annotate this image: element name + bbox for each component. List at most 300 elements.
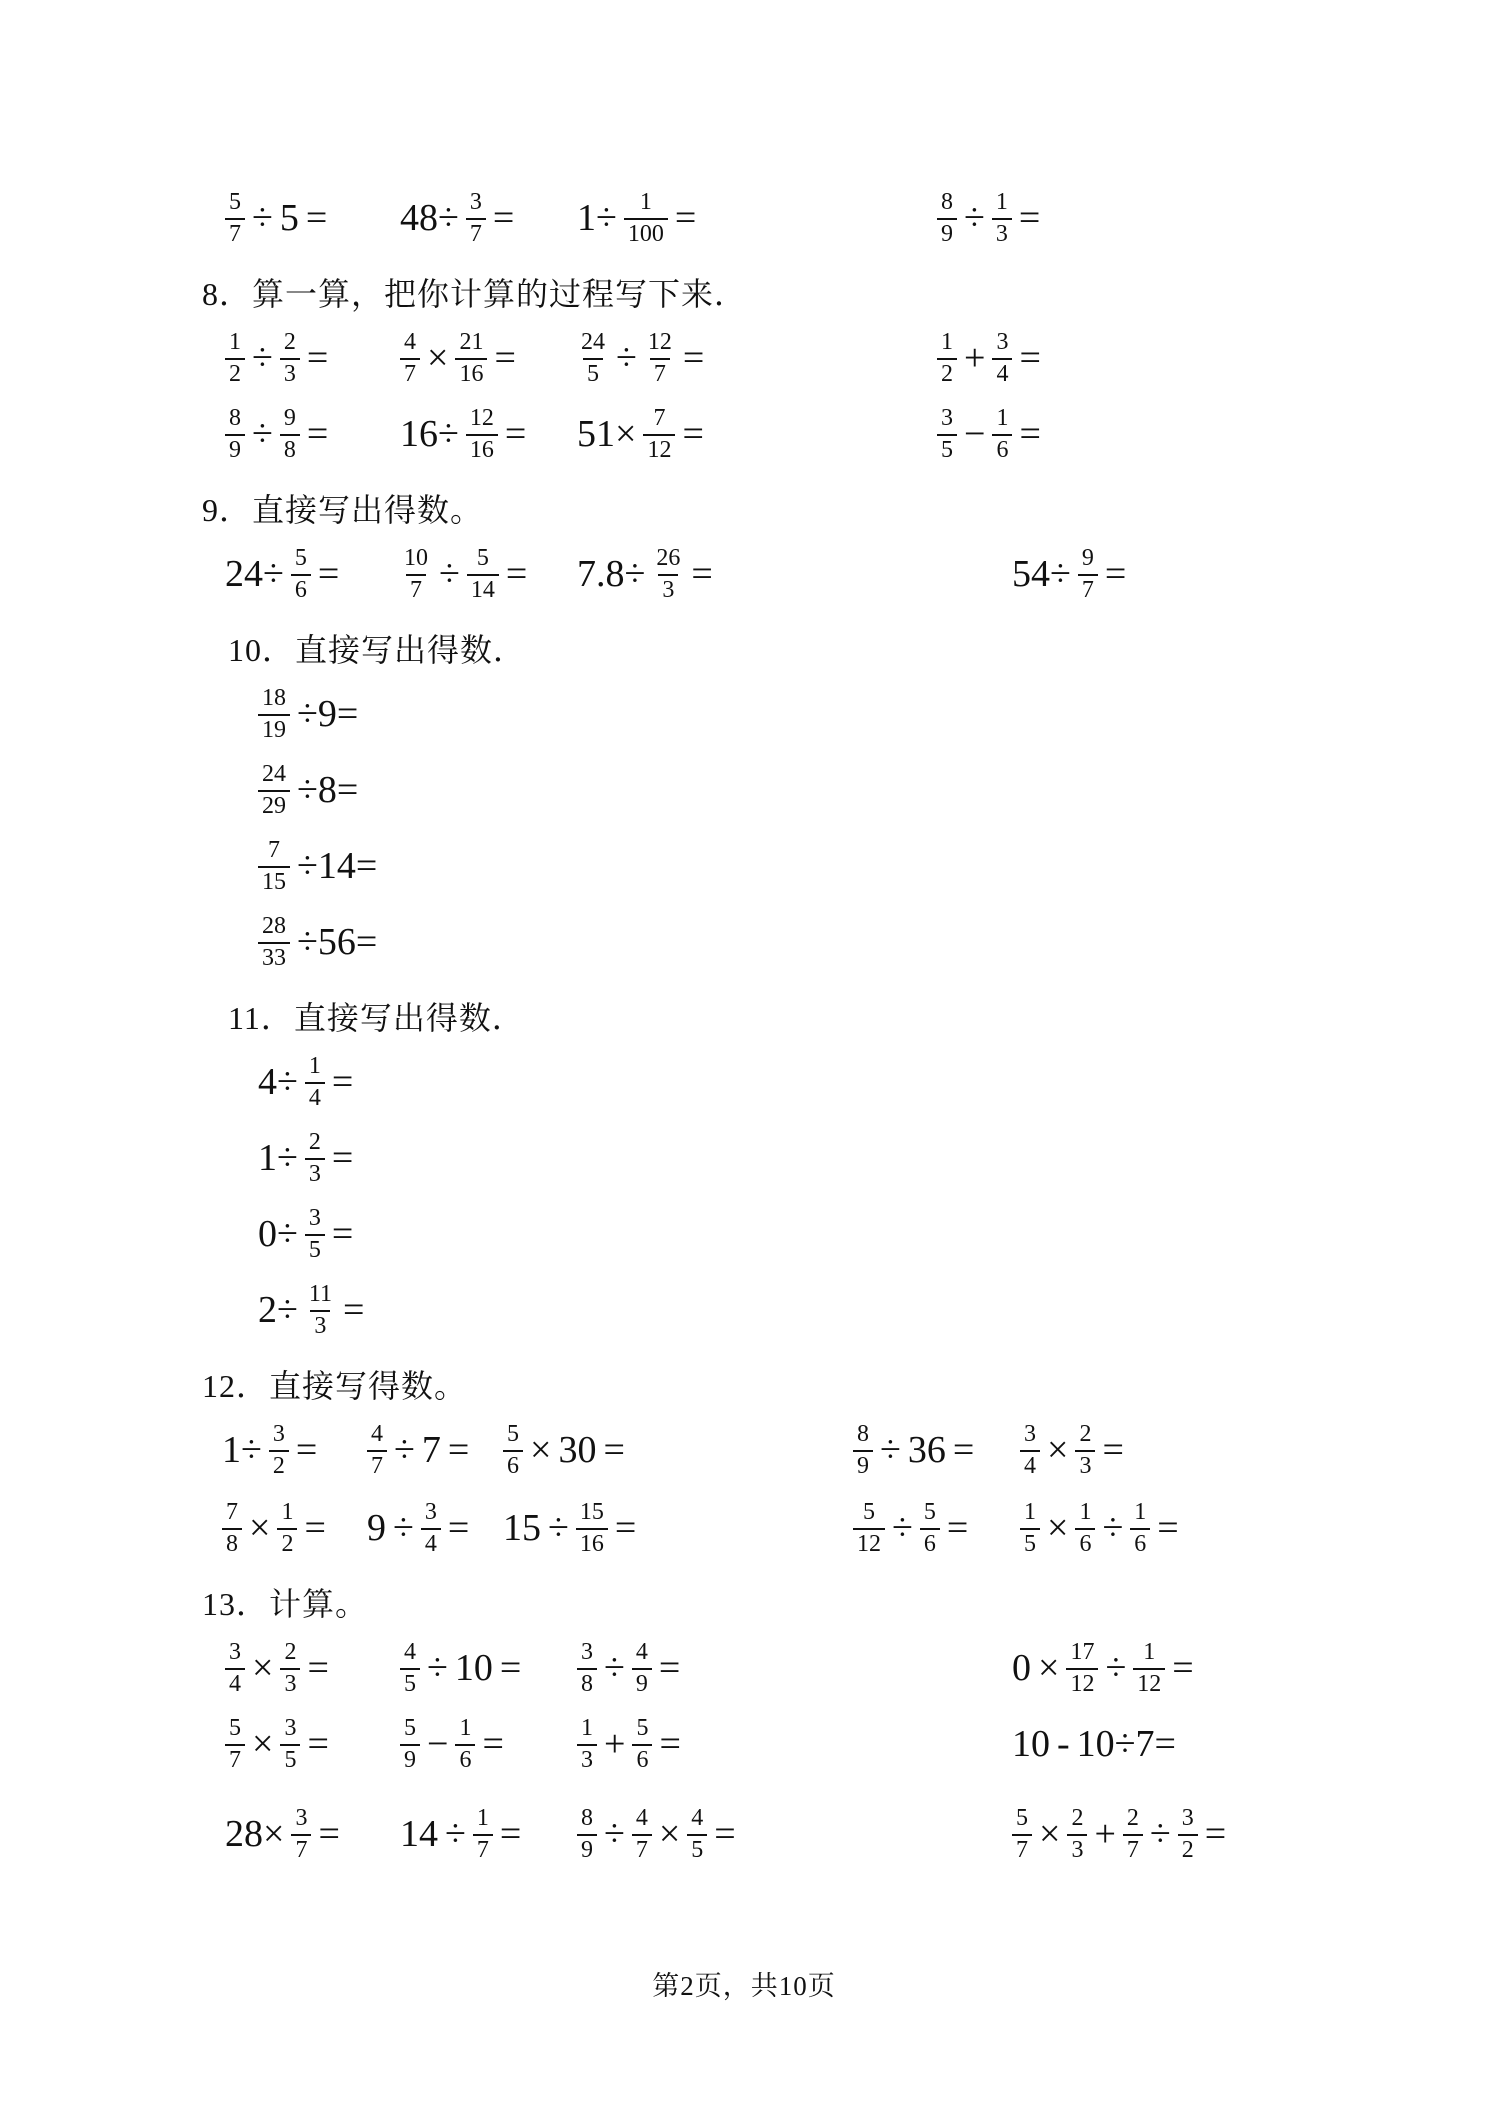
- expr-token: ÷: [445, 1813, 466, 1855]
- numerator: 1: [308, 1053, 321, 1080]
- denominator: 9: [225, 434, 245, 462]
- expr-token: 51×: [577, 413, 637, 455]
- denominator: 4: [992, 358, 1012, 386]
- problem-row: [0, 402, 1488, 466]
- section-q10: [0, 630, 1488, 974]
- expr-token: =: [1102, 1429, 1124, 1471]
- expr-token: =: [447, 1507, 470, 1549]
- denominator: 5: [305, 1234, 325, 1262]
- expr-token: −: [964, 413, 986, 455]
- expr-token: =: [304, 1507, 326, 1549]
- expr-token: ÷14=: [297, 845, 378, 887]
- denominator: 7: [225, 218, 245, 246]
- expr-token: =: [318, 1813, 340, 1855]
- expr-token: =: [952, 1429, 975, 1471]
- problem-row: [0, 834, 1488, 898]
- expr-token: −: [427, 1723, 449, 1765]
- denominator: 3: [992, 218, 1012, 246]
- problem-row: [0, 682, 1488, 746]
- expr-token: ×: [1047, 1507, 1069, 1549]
- fraction: [467, 546, 499, 602]
- expr-token: ×: [1039, 1813, 1061, 1855]
- numerator: 1: [1143, 1639, 1156, 1666]
- fraction: [1133, 1640, 1165, 1696]
- fraction: [225, 1716, 245, 1772]
- expr-token: 5: [279, 197, 299, 239]
- math-expression: [400, 186, 577, 250]
- fraction: [577, 1640, 597, 1696]
- expr-token: =: [682, 337, 705, 379]
- numerator: 2: [1126, 1805, 1139, 1832]
- math-expression: [577, 326, 937, 390]
- math-expression: [937, 326, 1488, 390]
- math-expression: [1012, 1802, 1488, 1866]
- fraction: [643, 406, 675, 462]
- expr-token: 10: [454, 1647, 493, 1689]
- expr-token: =: [1172, 1647, 1194, 1689]
- expr-token: ÷: [1149, 1813, 1171, 1855]
- denominator: 8: [280, 434, 300, 462]
- math-expression: [400, 326, 577, 390]
- expr-token: 54÷: [1012, 553, 1071, 595]
- fraction: [291, 1806, 311, 1862]
- expr-token: =: [658, 1647, 681, 1689]
- expr-token: 0÷: [258, 1213, 298, 1255]
- numerator: 3: [229, 1639, 241, 1666]
- denominator: 3: [1067, 1834, 1087, 1862]
- numerator: 3: [1024, 1421, 1036, 1448]
- numerator: 18: [262, 685, 286, 712]
- denominator: 4: [1020, 1450, 1040, 1478]
- numerator: 28: [262, 913, 286, 940]
- expr-token: =: [499, 1647, 522, 1689]
- denominator: 4: [421, 1528, 441, 1556]
- fraction: [305, 1130, 325, 1186]
- numerator: 2: [1079, 1421, 1092, 1448]
- expr-token: ÷8=: [297, 769, 359, 811]
- denominator: 3: [305, 1158, 325, 1186]
- denominator: 6: [920, 1528, 940, 1556]
- problem-row: [0, 186, 1488, 250]
- denominator: 16: [455, 358, 487, 386]
- numerator: 3: [284, 1715, 297, 1742]
- numerator: 1: [995, 189, 1008, 216]
- expr-token: 14: [400, 1813, 438, 1855]
- fraction: [225, 1640, 245, 1696]
- expr-token: 7: [421, 1429, 441, 1471]
- expr-token: 7.8÷: [577, 553, 646, 595]
- expr-token: =: [331, 1213, 354, 1255]
- denominator: 100: [624, 218, 668, 246]
- expr-token: =: [1019, 337, 1041, 379]
- fraction: [280, 1716, 300, 1772]
- denominator: 8: [222, 1528, 242, 1556]
- math-expression: [400, 1802, 577, 1866]
- expr-token: =: [1204, 1813, 1227, 1855]
- math-expression: [853, 1418, 1020, 1482]
- fraction: [632, 1806, 652, 1862]
- fraction: [1067, 1806, 1087, 1862]
- expr-token: =: [603, 1429, 625, 1471]
- expr-token: =: [306, 337, 329, 379]
- question-heading: 10．直接写出得数．: [228, 632, 527, 668]
- fraction: [400, 546, 432, 602]
- fraction: [1012, 1806, 1032, 1862]
- math-expression: [577, 1802, 1012, 1866]
- expr-token: ×: [530, 1429, 552, 1471]
- expr-token: ×: [1038, 1647, 1060, 1689]
- fraction: [1123, 1806, 1143, 1862]
- math-expression: [503, 1496, 853, 1560]
- denominator: 9: [853, 1450, 873, 1478]
- numerator: 3: [1181, 1805, 1194, 1832]
- numerator: 1: [229, 329, 241, 356]
- numerator: 11: [308, 1281, 332, 1308]
- expr-token: 15: [503, 1507, 541, 1549]
- fraction: [937, 406, 957, 462]
- math-expression: [937, 186, 1488, 250]
- denominator: 6: [291, 574, 311, 602]
- expr-token: 28×: [225, 1813, 285, 1855]
- expr-token: =: [682, 413, 704, 455]
- math-expression: [258, 682, 1488, 746]
- numerator: 1: [1134, 1499, 1147, 1526]
- problem-row: [0, 326, 1488, 390]
- math-expression: [503, 1418, 853, 1482]
- problem-row: [0, 1418, 1488, 1482]
- fraction: [687, 1806, 707, 1862]
- expr-token: 0: [1012, 1647, 1031, 1689]
- denominator: 7: [473, 1834, 493, 1862]
- expr-token: =: [946, 1507, 969, 1549]
- expr-token: ÷: [964, 197, 985, 239]
- expr-token: =: [674, 197, 697, 239]
- section-q8: [0, 274, 1488, 466]
- expr-token: 36: [907, 1429, 946, 1471]
- fraction: [937, 330, 957, 386]
- fraction: [632, 1716, 652, 1772]
- denominator: 12: [643, 434, 675, 462]
- fraction: [222, 1500, 242, 1556]
- fraction: [937, 190, 957, 246]
- denominator: 7: [225, 1744, 245, 1772]
- expr-token: ÷: [394, 1429, 415, 1471]
- numerator: 2: [308, 1129, 321, 1156]
- denominator: 12: [853, 1528, 885, 1556]
- expr-token: ÷: [1102, 1507, 1124, 1549]
- denominator: 2: [277, 1528, 297, 1556]
- numerator: 5: [636, 1715, 649, 1742]
- fraction: [258, 762, 290, 818]
- numerator: 15: [579, 1499, 604, 1526]
- numerator: 5: [404, 1715, 416, 1742]
- numerator: 4: [635, 1639, 648, 1666]
- expr-token: ÷: [252, 413, 273, 455]
- math-expression: [258, 1126, 1488, 1190]
- math-expression: [258, 1278, 1488, 1342]
- fraction: [1020, 1422, 1040, 1478]
- expr-token: -: [1057, 1723, 1070, 1765]
- expr-token: =: [331, 1061, 354, 1103]
- denominator: 8: [577, 1668, 597, 1696]
- fraction: [305, 1054, 325, 1110]
- expr-token: =: [659, 1723, 681, 1765]
- numerator: 5: [1016, 1805, 1028, 1832]
- numerator: 5: [229, 1715, 241, 1742]
- section-q11: [0, 998, 1488, 1342]
- fraction: [992, 190, 1012, 246]
- math-expression: [222, 1496, 367, 1560]
- fraction: [466, 190, 486, 246]
- numerator: 3: [996, 329, 1009, 356]
- fraction: [455, 1716, 475, 1772]
- question-heading: 9．直接写出得数。: [202, 492, 484, 528]
- expr-token: =: [494, 337, 516, 379]
- numerator: 3: [469, 189, 482, 216]
- denominator: 7: [650, 358, 670, 386]
- expr-token: =: [1019, 413, 1041, 455]
- expr-token: 1÷: [222, 1429, 262, 1471]
- denominator: 14: [467, 574, 499, 602]
- denominator: 7: [1078, 574, 1098, 602]
- numerator: 5: [923, 1499, 936, 1526]
- math-expression: [367, 1418, 503, 1482]
- expr-token: =: [305, 197, 328, 239]
- numerator: 3: [308, 1205, 321, 1232]
- math-expression: [577, 402, 937, 466]
- expr-token: 2÷: [258, 1289, 298, 1331]
- numerator: 5: [476, 545, 489, 572]
- expr-token: ÷56=: [297, 921, 378, 963]
- math-expression: [1020, 1418, 1488, 1482]
- expr-token: 30: [558, 1429, 597, 1471]
- denominator: 3: [577, 1744, 597, 1772]
- denominator: 4: [225, 1668, 245, 1696]
- expr-token: =: [331, 1137, 354, 1179]
- math-expression: [222, 1418, 367, 1482]
- numerator: 3: [272, 1421, 285, 1448]
- numerator: 7: [226, 1499, 238, 1526]
- expr-token: ÷: [892, 1507, 913, 1549]
- expr-token: 10: [1012, 1723, 1050, 1765]
- numerator: 3: [424, 1499, 437, 1526]
- expr-token: ÷: [252, 197, 273, 239]
- expr-token: =: [1018, 197, 1041, 239]
- denominator: 5: [687, 1834, 707, 1862]
- math-expression: [258, 1050, 1488, 1114]
- expr-token: ÷: [252, 337, 273, 379]
- math-expression: [1020, 1496, 1488, 1560]
- numerator: 1: [639, 189, 652, 216]
- denominator: 3: [310, 1310, 330, 1338]
- fraction: [258, 686, 290, 742]
- denominator: 5: [400, 1668, 420, 1696]
- numerator: 26: [656, 545, 681, 572]
- denominator: 29: [258, 790, 290, 818]
- expr-token: =: [447, 1429, 470, 1471]
- denominator: 4: [305, 1082, 325, 1110]
- numerator: 21: [459, 329, 484, 356]
- math-expression: [1012, 542, 1488, 606]
- math-expression: [225, 1636, 400, 1700]
- numerator: 1: [459, 1715, 472, 1742]
- denominator: 3: [1075, 1450, 1095, 1478]
- expr-token: ÷: [1105, 1647, 1127, 1689]
- numerator: 2: [283, 329, 296, 356]
- denominator: 6: [1130, 1528, 1150, 1556]
- expr-token: +: [604, 1723, 626, 1765]
- problem-row: [0, 1202, 1488, 1266]
- expr-token: =: [714, 1813, 736, 1855]
- numerator: 1: [476, 1805, 489, 1832]
- numerator: 4: [404, 329, 416, 356]
- fraction: [1178, 1806, 1198, 1862]
- math-expression: [937, 402, 1488, 466]
- expr-token: ÷: [393, 1507, 414, 1549]
- fraction: [1075, 1500, 1095, 1556]
- denominator: 6: [455, 1744, 475, 1772]
- fraction: [280, 330, 300, 386]
- numerator: 3: [581, 1639, 593, 1666]
- fraction: [577, 1806, 597, 1862]
- fraction: [280, 406, 300, 462]
- fraction: [277, 1500, 297, 1556]
- denominator: 9: [400, 1744, 420, 1772]
- fraction: [853, 1500, 885, 1556]
- numerator: 5: [229, 189, 241, 216]
- denominator: 5: [1020, 1528, 1040, 1556]
- expr-token: =: [307, 1647, 329, 1689]
- expr-token: 10÷7=: [1076, 1723, 1176, 1765]
- denominator: 16: [576, 1528, 608, 1556]
- denominator: 9: [937, 218, 957, 246]
- denominator: 7: [1123, 1834, 1143, 1862]
- expr-token: ×: [1047, 1429, 1069, 1471]
- expr-token: 4÷: [258, 1061, 298, 1103]
- numerator: 8: [857, 1421, 869, 1448]
- fraction: [291, 546, 311, 602]
- expr-token: =: [482, 1723, 504, 1765]
- problem-row: [0, 758, 1488, 822]
- expr-token: 1÷: [577, 197, 617, 239]
- math-expression: [853, 1496, 1020, 1560]
- expr-token: +: [1094, 1813, 1116, 1855]
- expr-token: +: [964, 337, 986, 379]
- math-expression: [225, 326, 400, 390]
- denominator: 5: [280, 1744, 300, 1772]
- expr-token: 1÷: [258, 1137, 298, 1179]
- numerator: 8: [229, 405, 241, 432]
- denominator: 7: [1012, 1834, 1032, 1862]
- math-expression: [225, 402, 400, 466]
- numerator: 5: [863, 1499, 875, 1526]
- question-heading: 11．直接写出得数．: [228, 1000, 525, 1036]
- math-expression: [400, 1636, 577, 1700]
- numerator: 12: [647, 329, 672, 356]
- fraction: [225, 330, 245, 386]
- fraction: [577, 330, 609, 386]
- numerator: 1: [581, 1715, 593, 1742]
- denominator: 6: [632, 1744, 652, 1772]
- expr-token: 16÷: [400, 413, 459, 455]
- numerator: 7: [268, 837, 280, 864]
- fraction: [624, 190, 668, 246]
- fraction: [1075, 1422, 1095, 1478]
- problem-row: [0, 1802, 1488, 1866]
- expr-token: =: [317, 553, 340, 595]
- expr-token: ÷: [604, 1813, 625, 1855]
- fraction: [400, 1716, 420, 1772]
- denominator: 7: [367, 1450, 387, 1478]
- section-q9: [0, 490, 1488, 606]
- fraction: [920, 1500, 940, 1556]
- denominator: 7: [406, 574, 426, 602]
- numerator: 24: [262, 761, 286, 788]
- numerator: 1: [996, 405, 1009, 432]
- numerator: 4: [371, 1421, 383, 1448]
- numerator: 1: [941, 329, 953, 356]
- math-expression: [1012, 1712, 1488, 1776]
- page-footer: 第2页，共10页: [652, 1971, 836, 2001]
- fraction: [644, 330, 676, 386]
- section-q12: [0, 1366, 1488, 1560]
- numerator: 8: [581, 1805, 593, 1832]
- expr-token: ×: [252, 1647, 274, 1689]
- numerator: 4: [691, 1805, 704, 1832]
- expr-token: 9: [367, 1507, 386, 1549]
- fraction: [280, 1640, 300, 1696]
- math-expression: [400, 402, 577, 466]
- math-expression: [400, 542, 577, 606]
- fraction: [576, 1500, 608, 1556]
- numerator: 17: [1070, 1639, 1095, 1666]
- fraction: [258, 914, 290, 970]
- problem-row: [0, 1126, 1488, 1190]
- numerator: 9: [1081, 545, 1094, 572]
- fraction: [473, 1806, 493, 1862]
- expr-token: =: [499, 1813, 522, 1855]
- fraction: [455, 330, 487, 386]
- denominator: 3: [280, 358, 300, 386]
- question-heading: 13．计算。: [202, 1586, 369, 1622]
- expr-token: ÷: [616, 337, 637, 379]
- fraction: [421, 1500, 441, 1556]
- math-expression: [258, 758, 1488, 822]
- math-expression: [225, 1712, 400, 1776]
- numerator: 8: [941, 189, 953, 216]
- denominator: 9: [577, 1834, 597, 1862]
- section-q7cont: [0, 186, 1488, 250]
- question-heading: 12．直接写得数。: [202, 1368, 468, 1404]
- denominator: 5: [583, 358, 603, 386]
- denominator: 7: [466, 218, 486, 246]
- denominator: 6: [992, 434, 1012, 462]
- expr-token: =: [307, 1723, 329, 1765]
- fraction: [1078, 546, 1098, 602]
- math-expression: [1012, 1636, 1488, 1700]
- denominator: 2: [937, 358, 957, 386]
- denominator: 19: [258, 714, 290, 742]
- math-expression: [577, 542, 1012, 606]
- fraction: [652, 546, 684, 602]
- denominator: 3: [280, 1668, 300, 1696]
- denominator: 33: [258, 942, 290, 970]
- numerator: 1: [1024, 1499, 1036, 1526]
- numerator: 1: [1079, 1499, 1092, 1526]
- math-expression: [225, 1802, 400, 1866]
- fraction: [503, 1422, 523, 1478]
- numerator: 1: [281, 1499, 294, 1526]
